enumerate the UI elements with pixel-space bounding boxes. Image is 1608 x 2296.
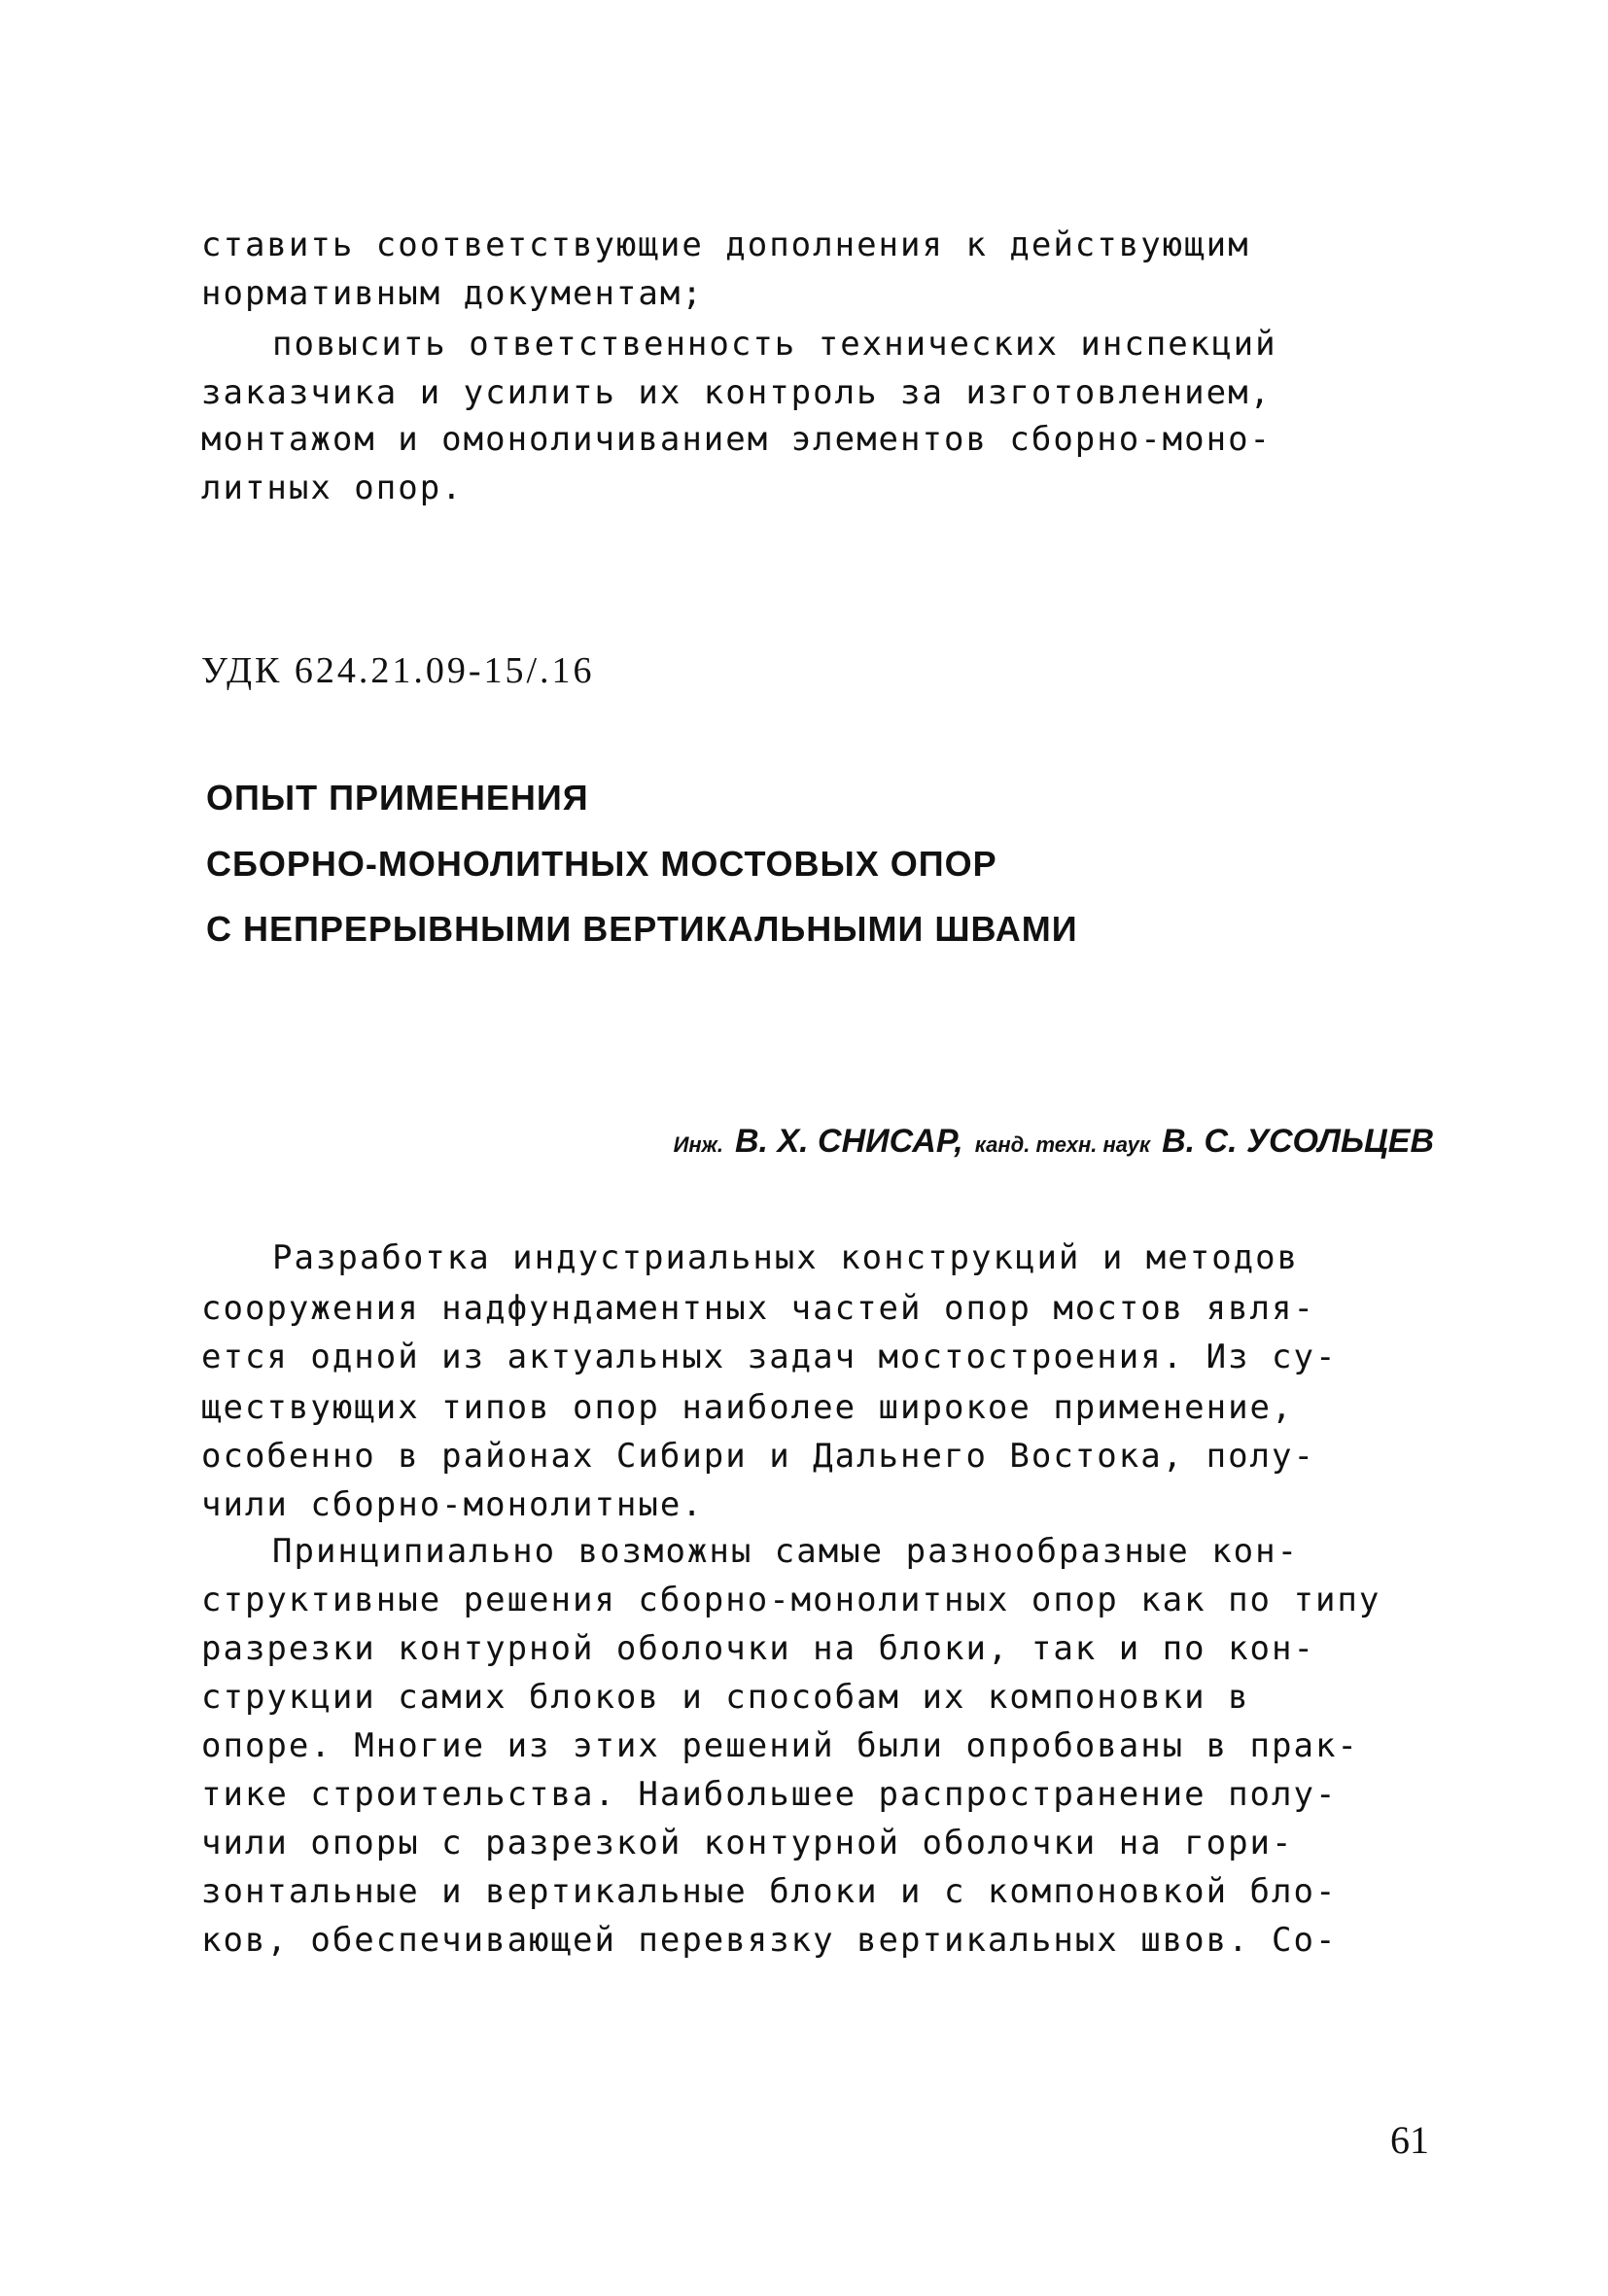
paragraph-line: Разработка индустриальных конструкций и методов [272, 1238, 1300, 1277]
paragraph-line: зонтальные и вертикальные блоки и с компоновкой бло- [201, 1872, 1338, 1911]
paragraph-line: опоре. Многие из этих решений были опробованы в прак- [201, 1726, 1359, 1765]
intro-line: литных опор. [201, 469, 464, 507]
intro-line: монтажом и омоноличиванием элементов сборно-моно- [201, 420, 1273, 459]
author-name: В. Х. СНИСАР, [735, 1123, 963, 1160]
paragraph-line: ков, обеспечивающей перевязку вертикальных швов. Со- [201, 1921, 1338, 1960]
paragraph-line: ется одной из актуальных задач мостостроения. Из су- [201, 1338, 1338, 1376]
author-role: канд. техн. наук [974, 1132, 1151, 1157]
paragraph-line: структивные решения сборно-монолитных опор как по типу [201, 1581, 1381, 1619]
page-number: 61 [1390, 2118, 1429, 2162]
intro-line: ставить соответствующие дополнения к действующим [201, 226, 1250, 264]
authors-line [486, 1123, 1434, 1161]
article-title-line: С НЕПРЕРЫВНЫМИ ВЕРТИКАЛЬНЫМИ ШВАМИ [206, 909, 1078, 949]
author-role: Инж. [673, 1132, 723, 1157]
article-title-line: ОПЫТ ПРИМЕНЕНИЯ [206, 778, 589, 818]
paragraph-line: особенно в районах Сибири и Дальнего Востока, полу- [201, 1437, 1315, 1476]
author-name: В. С. УСОЛЬЦЕВ [1162, 1123, 1434, 1160]
paragraph-line: Принципиально возможны самые разнообразные кон- [272, 1532, 1300, 1571]
intro-line: заказчика и усилить их контроль за изготовлением, [201, 373, 1273, 412]
paragraph-line: разрезки контурной оболочки на блоки, так и по кон- [201, 1629, 1315, 1668]
paragraph-line: сооружения надфундаментных частей опор мостов явля- [201, 1289, 1315, 1328]
paragraph-line: ществующих типов опор наиболее широкое применение, [201, 1388, 1294, 1427]
paragraph-line: чили опоры с разрезкой контурной оболочки на гори- [201, 1824, 1294, 1862]
intro-line: нормативным документам; [201, 274, 704, 313]
paragraph-line: чили сборно-монолитные. [201, 1485, 704, 1524]
intro-line: повысить ответственность технических инспекций [272, 325, 1277, 364]
paragraph-line: тике строительства. Наибольшее распространение полу- [201, 1775, 1338, 1814]
paragraph-line: струкции самих блоков и способам их компоновки в [201, 1678, 1250, 1717]
udk-code: УДК 624.21.09-15/.16 [201, 650, 595, 691]
article-title-line: СБОРНО-МОНОЛИТНЫХ МОСТОВЫХ ОПОР [206, 844, 997, 884]
